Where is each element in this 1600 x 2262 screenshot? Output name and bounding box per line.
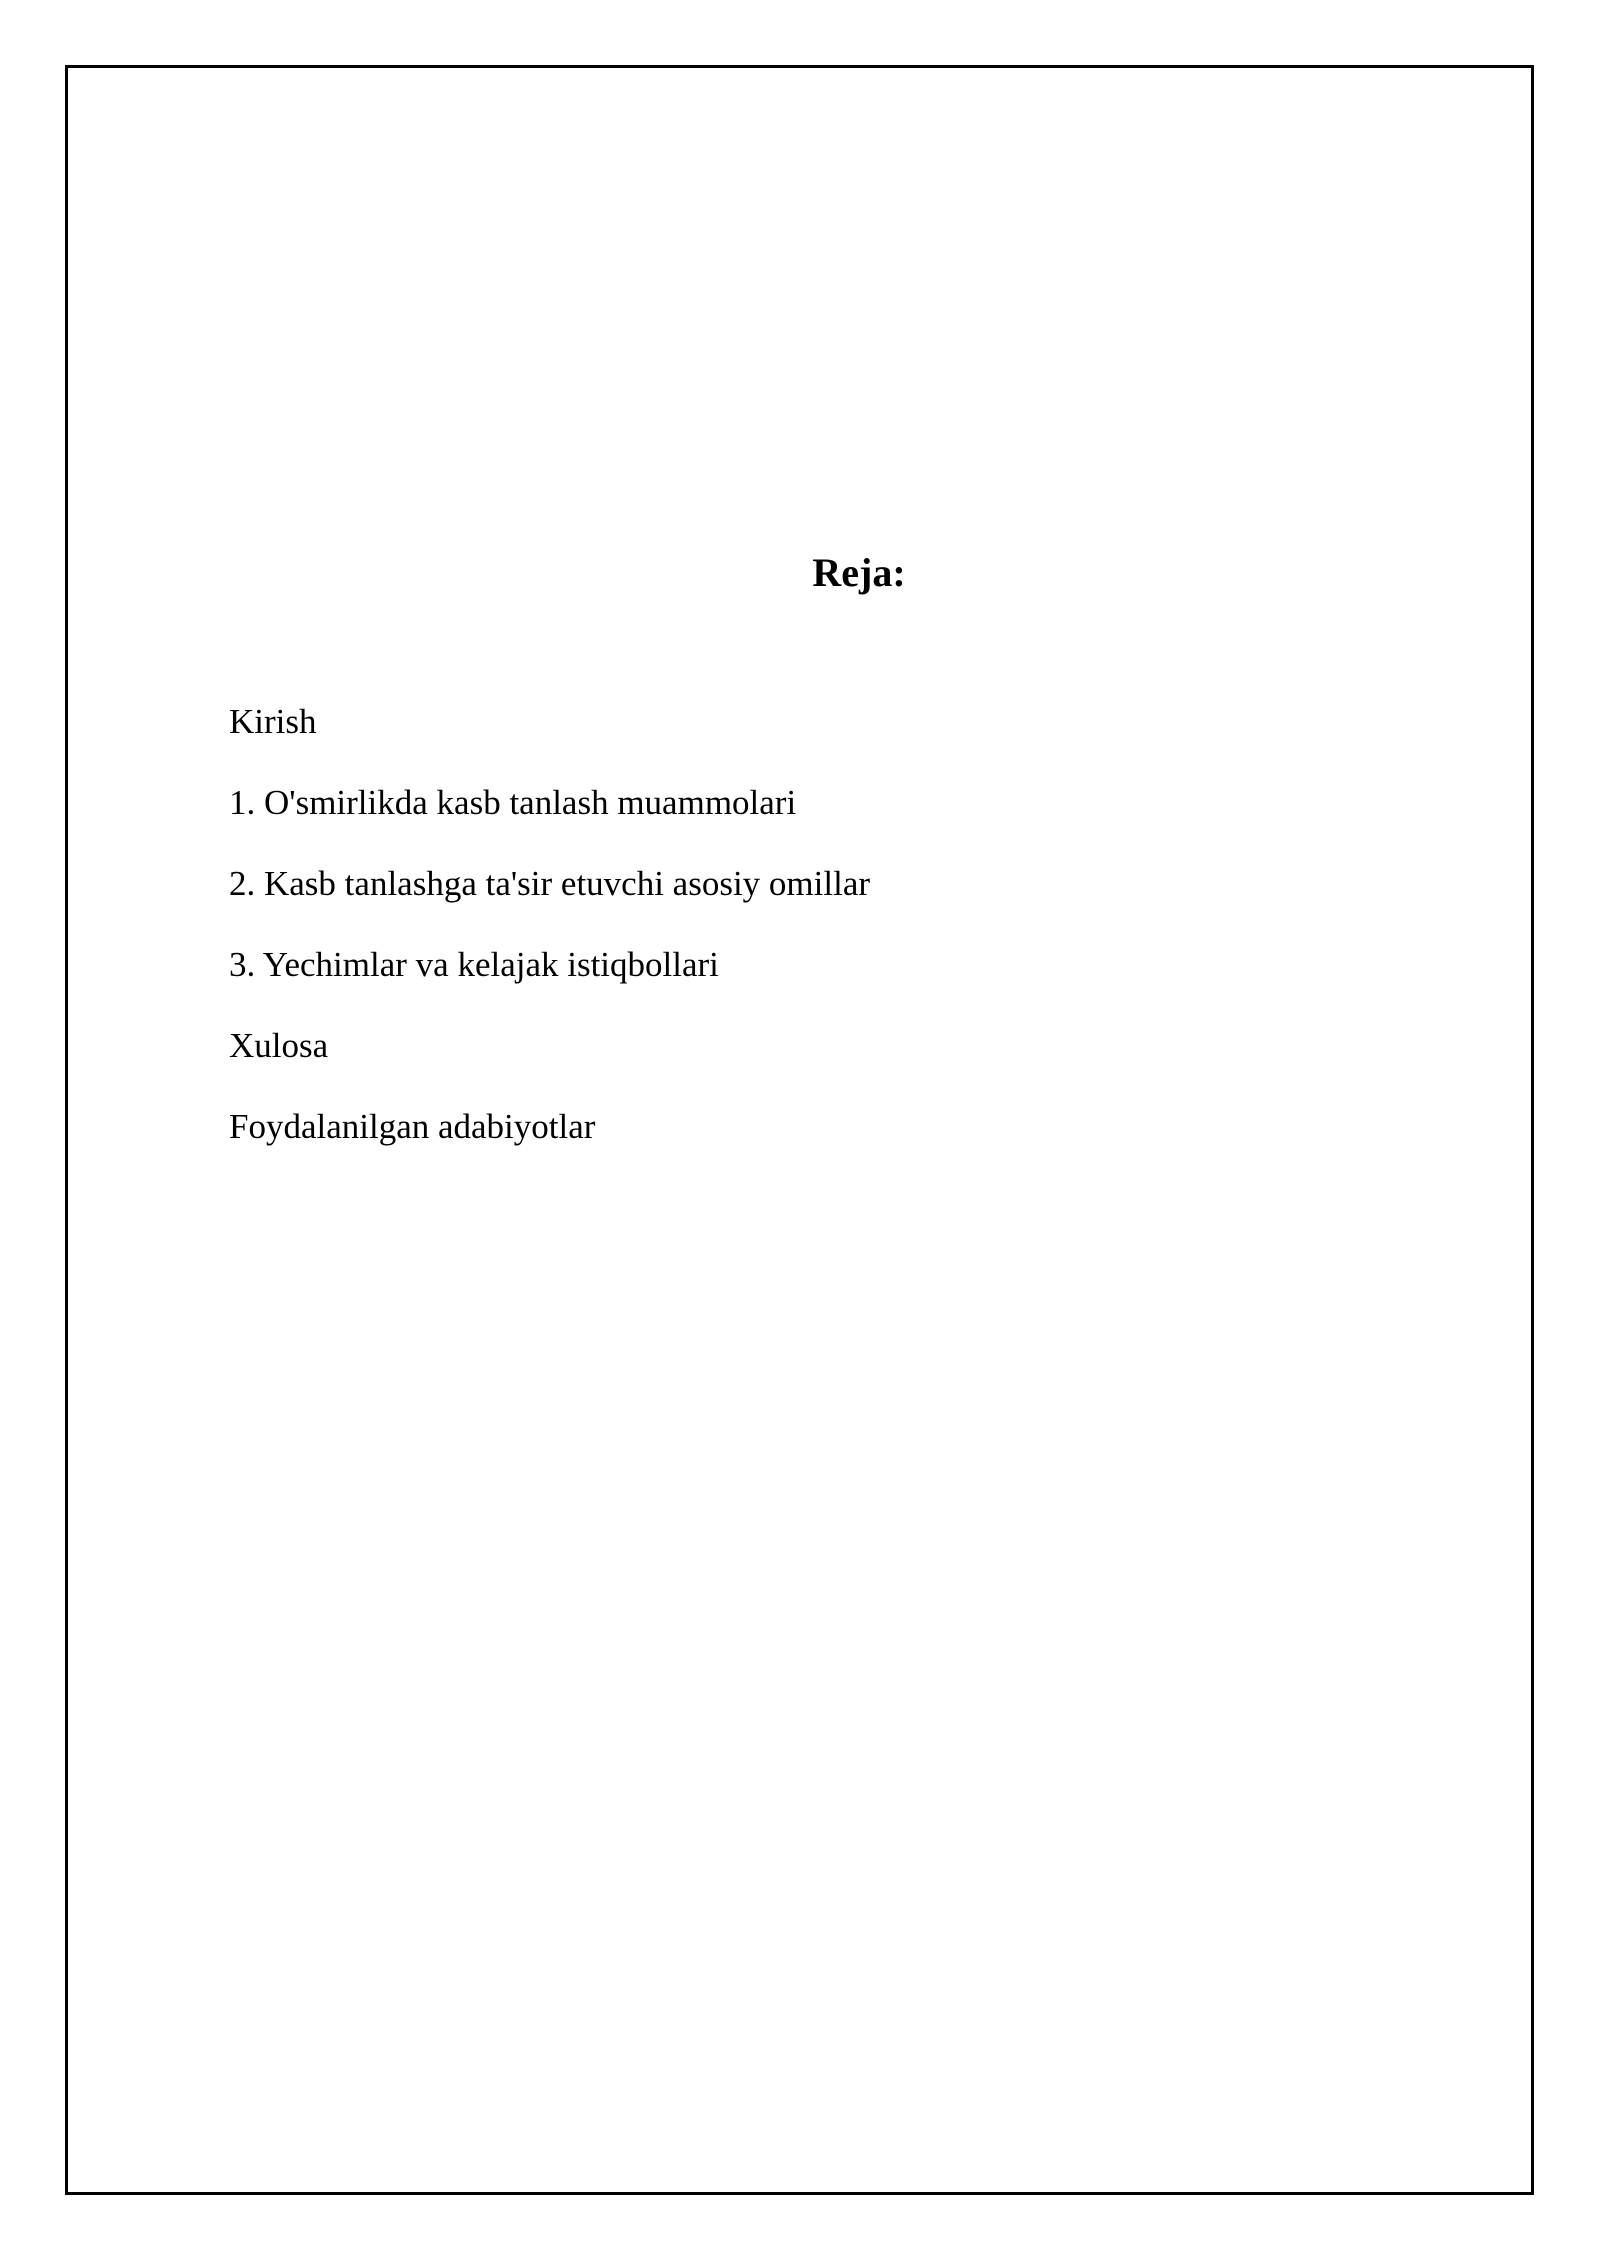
plan-list — [229, 700, 870, 1186]
plan-item-introduction: Kirish — [229, 702, 317, 741]
plan-item-conclusion: Xulosa — [229, 1026, 329, 1065]
plan-item-chapter-3: 3. Yechimlar va kelajak istiqbollari — [229, 945, 719, 984]
plan-item-references: Foydalanilgan adabiyotlar — [229, 1107, 596, 1146]
plan-item-chapter-2: 2. Kasb tanlashga ta'sir etuvchi asosiy omillar — [229, 864, 871, 903]
plan-item-chapter-1: 1. O'smirlikda kasb tanlash muammolari — [229, 783, 797, 822]
page-title: Reja: — [812, 550, 906, 595]
